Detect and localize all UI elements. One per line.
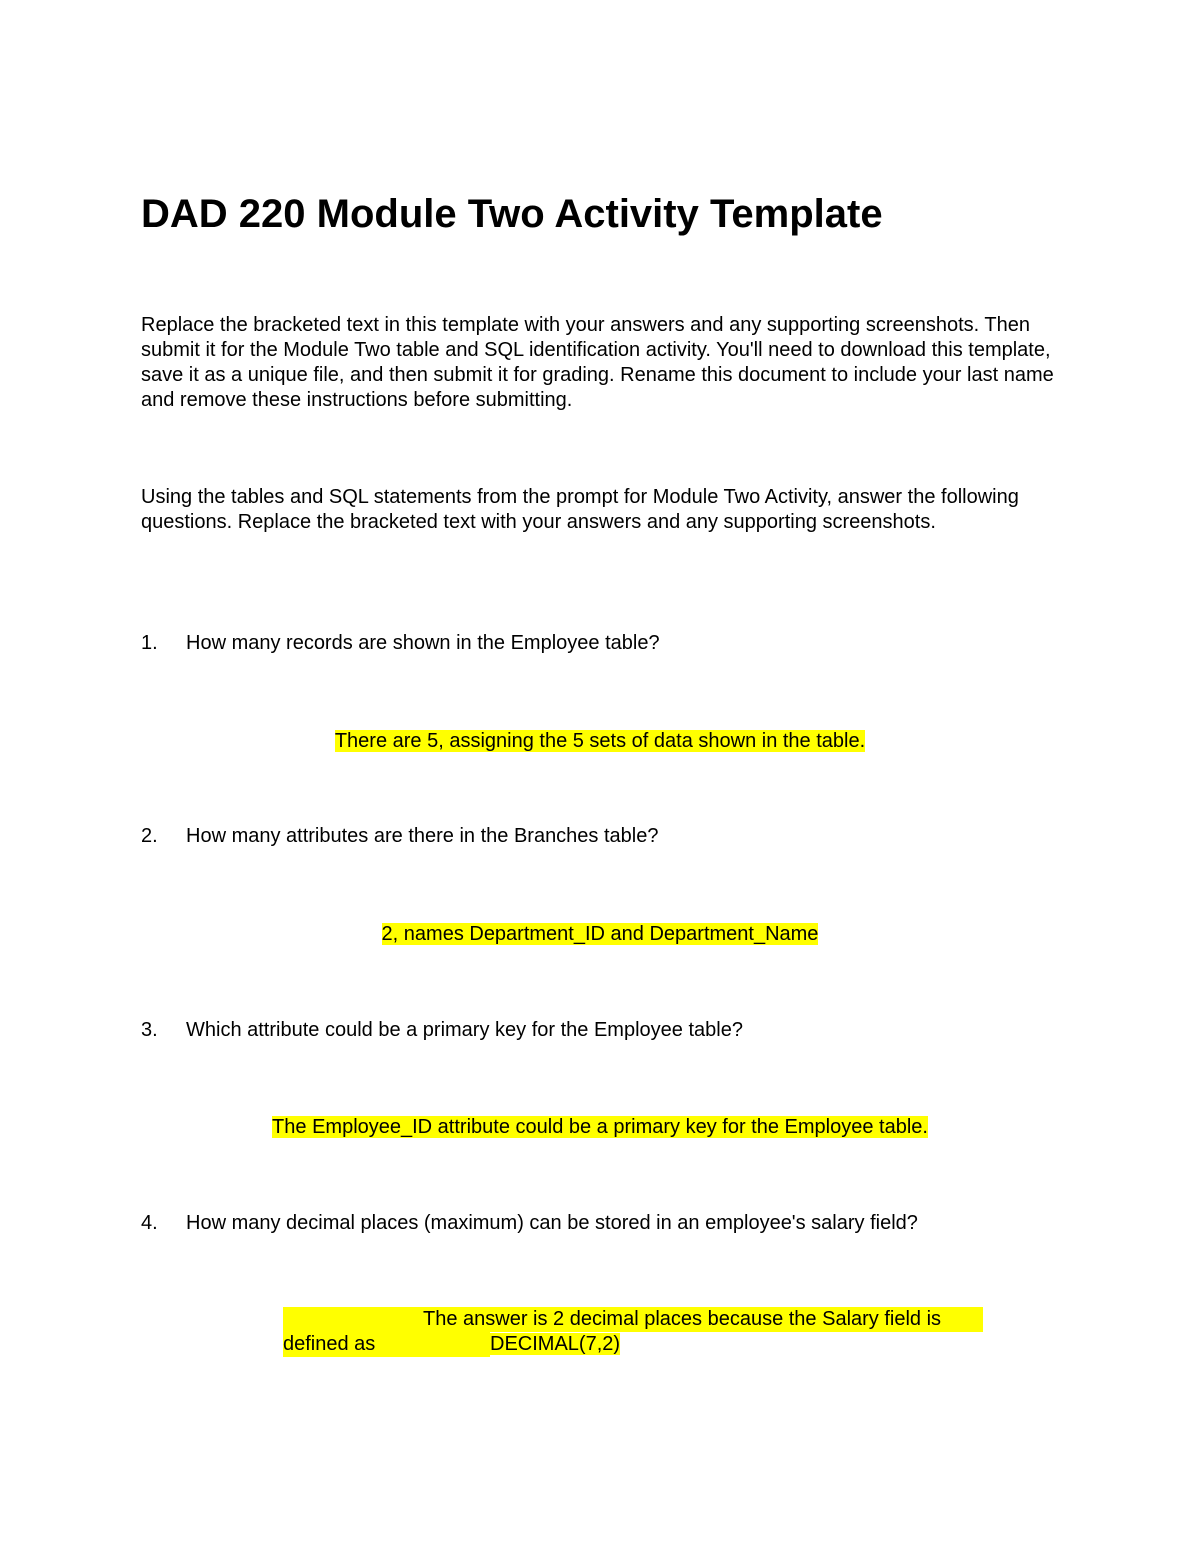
question-text: How many decimal places (maximum) can be stored in an employee's salary field? [186, 1212, 918, 1234]
question-number: 2. [141, 825, 158, 847]
answer-text: There are 5, assigning the 5 sets of data shown in the table. [334, 730, 866, 752]
intro-paragraph: Using the tables and SQL statements from the prompt for Module Two Activity, answer the following questions. Replace the bracketed text with your answers and any supporting screenshots. [141, 486, 1019, 533]
question-text: How many records are shown in the Employee table? [186, 632, 660, 654]
answer-2 [0, 922, 1200, 947]
answer-text: The Employee_ID attribute could be a primary key for the Employee table. [272, 1116, 928, 1138]
answer-4 [283, 1307, 983, 1357]
question-number: 1. [141, 632, 158, 654]
instructions-paragraph: Replace the bracketed text in this template with your answers and any supporting screenshots. Then submit it for the Module Two table and SQL identification activity. You'll need to download this template, save it as a unique file, and then submit it for grading. Rename this document to include your last name and remove these instructions before submitting. [141, 314, 1054, 411]
question-text: How many attributes are there in the Branches table? [186, 825, 659, 847]
question-text: Which attribute could be a primary key for the Employee table? [186, 1019, 743, 1041]
question-4 [141, 1211, 918, 1236]
answer-text-line-1: The answer is 2 decimal places because the Salary field is [283, 1307, 983, 1332]
answer-text-lead: defined as [283, 1332, 490, 1357]
question-1 [141, 631, 660, 656]
document-title: DAD 220 Module Two Activity Template [141, 192, 883, 236]
answer-text-tail: DECIMAL(7,2) [490, 1333, 621, 1355]
answer-1 [0, 729, 1200, 754]
question-number: 4. [141, 1212, 158, 1234]
question-number: 3. [141, 1019, 158, 1041]
question-2 [141, 824, 658, 849]
answer-3 [0, 1115, 1200, 1140]
question-3 [141, 1018, 743, 1043]
answer-text-line-2 [283, 1332, 983, 1357]
answer-text: 2, names Department_ID and Department_Name [381, 923, 819, 945]
